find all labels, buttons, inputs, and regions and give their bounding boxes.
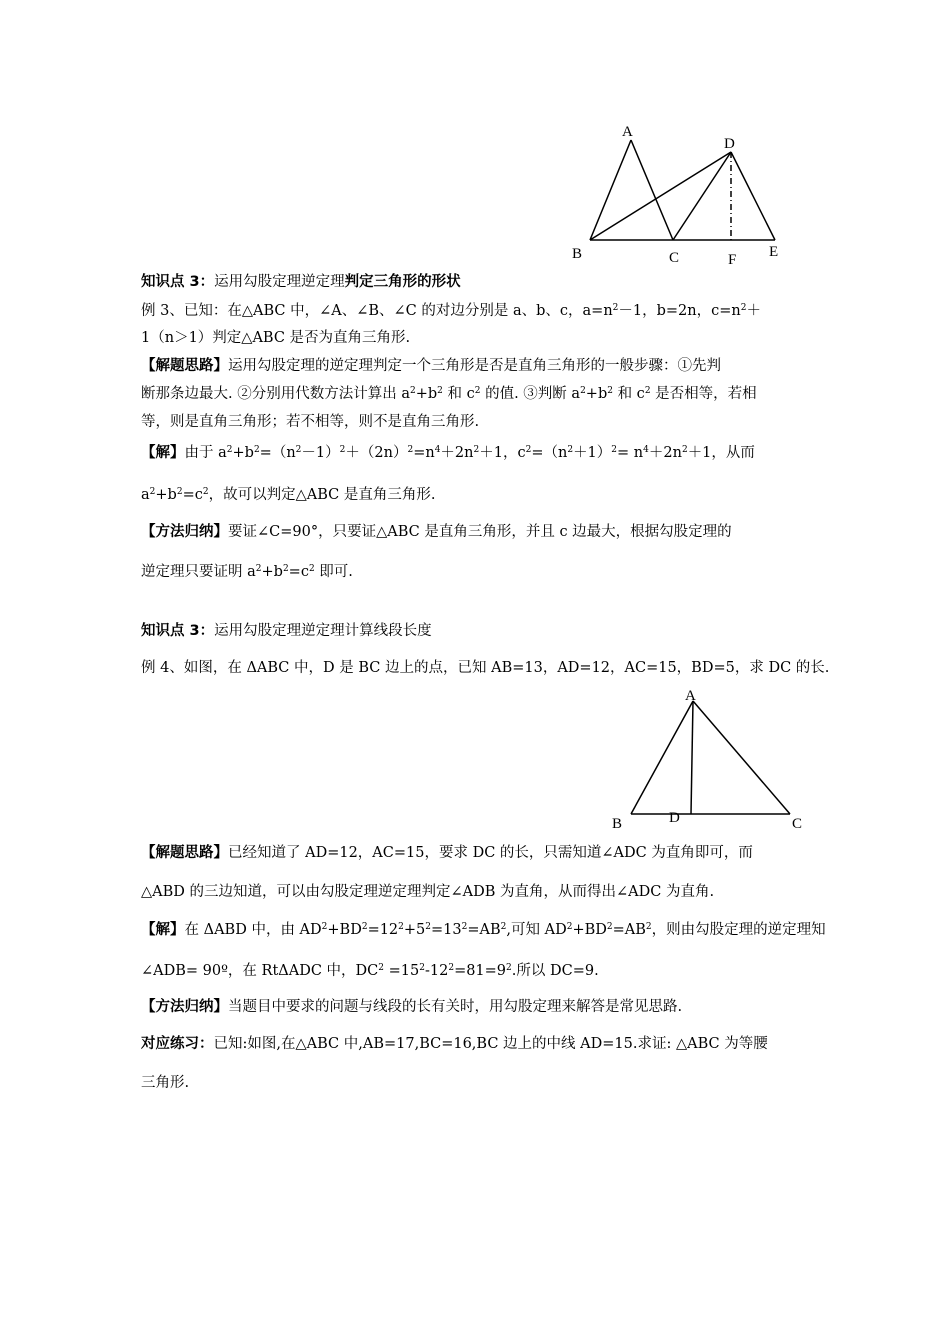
t: 和 c (612, 386, 645, 402)
t: ＋1） (573, 445, 612, 461)
sup: 2 (202, 487, 209, 497)
t: =n (413, 445, 435, 461)
label-d: D (669, 810, 680, 826)
sup: 2 (282, 564, 289, 574)
label-f: F (728, 252, 737, 268)
label-c: C (669, 250, 680, 266)
ex3-idea-line3: 等，则是直角三角形；若不相等，则不是直角三角形. (141, 414, 480, 430)
sup: 2 (308, 564, 315, 574)
sup: 2 (253, 445, 260, 455)
t: －1） (301, 445, 340, 461)
tag-idea: 【解题思路】 (141, 358, 228, 374)
sup: 2 (473, 445, 480, 455)
sup: 2 (339, 445, 346, 455)
t: +b (155, 487, 177, 503)
sup: 2 (500, 922, 507, 932)
ex4-sol-line1 (141, 920, 826, 940)
t: ，故可以判定△ABC 是直角三角形. (208, 487, 436, 503)
ex3-method-line2 (141, 562, 353, 582)
sup: 2 (566, 922, 573, 932)
t: +b (585, 386, 608, 402)
ex3-idea-line1 (141, 356, 721, 376)
tag-sol: 【解】 (141, 922, 185, 938)
sup: 2 (612, 303, 619, 313)
kp3-heading-normal: 运用勾股定理逆定理 (214, 274, 345, 290)
ex3-method-line1 (141, 522, 732, 542)
sup: 2 (409, 386, 416, 396)
sup: 2 (176, 487, 183, 497)
t: 的值. ③判断 a (480, 386, 581, 402)
t: ,可知 AD (506, 922, 567, 938)
sup: 2 (321, 922, 328, 932)
sup: 4 (643, 445, 649, 455)
figure-triangles-abcde (566, 118, 786, 268)
tag-method: 【方法归纳】 (141, 524, 228, 540)
sup: 2 (606, 922, 613, 932)
label-e: E (769, 244, 779, 260)
t: ＋2n (648, 445, 682, 461)
t: -12 (424, 963, 449, 979)
sup: 2 (645, 922, 652, 932)
t: +BD (327, 922, 362, 938)
t: 已知:如图,在△ABC 中,AB=17,BC=16,BC 边上的中线 AD=15.求证: △ABC 为等腰 (213, 1036, 768, 1052)
t: a (141, 487, 150, 503)
t: ＋2n (440, 445, 474, 461)
ex3-sol-line1 (141, 443, 755, 463)
t: = n (617, 445, 644, 461)
sup: 2 (644, 386, 651, 396)
label-c: C (792, 816, 803, 831)
t: +b (261, 564, 283, 580)
ex3-idea-line2 (141, 384, 757, 404)
practice-line1 (141, 1034, 768, 1054)
segment-ab (590, 140, 631, 240)
kp3b-heading-normal: 运用勾股定理逆定理计算线段长度 (214, 623, 432, 639)
segment-ab (631, 701, 693, 814)
tag-sol: 【解】 (141, 445, 185, 461)
segment-bd (590, 152, 731, 240)
t: ，则由勾股定理的逆定理知 (651, 922, 826, 938)
segment-ac (631, 140, 673, 240)
sup: 2 (607, 386, 613, 396)
t: =c (182, 487, 203, 503)
sup: 2 (461, 922, 468, 932)
segment-cd (673, 152, 731, 240)
t: 是否相等，若相 (650, 386, 757, 402)
tag-idea: 【解题思路】 (141, 845, 228, 861)
segment-ad (691, 701, 693, 814)
t: 和 c (442, 386, 475, 402)
ex3-line2: 1（n＞1）判定△ABC 是否为直角三角形. (141, 330, 411, 346)
sup: 2 (255, 564, 262, 574)
t: +BD (572, 922, 607, 938)
ex3-sol-line2 (141, 485, 435, 505)
sup: 2 (740, 303, 747, 313)
sup: 2 (506, 963, 512, 973)
t: +b (415, 386, 438, 402)
t: =12 (367, 922, 399, 938)
kp3-length-heading (141, 621, 432, 641)
t: 当题目中要求的问题与线段的长有关时，用勾股定理来解答是常见思路. (228, 999, 683, 1015)
label-b: B (572, 246, 583, 262)
sup: 2 (149, 487, 156, 497)
ex4-method-line1 (141, 997, 682, 1017)
sup: 2 (567, 445, 574, 455)
t: .所以 DC=9. (511, 963, 599, 979)
ex3-line1 (141, 301, 761, 321)
sup: 2 (437, 386, 443, 396)
t: ＋1，从而 (687, 445, 755, 461)
t: +b (232, 445, 254, 461)
t: =（n (259, 445, 296, 461)
sup: 2 (419, 963, 425, 973)
kp3-heading-bold: 判定三角形的形状 (344, 274, 461, 290)
sup: 2 (580, 386, 586, 396)
kp3-shape-heading (141, 272, 461, 292)
t: 运用勾股定理的逆定理判定一个三角形是否是直角三角形的一般步骤：①先判 (228, 358, 721, 374)
t: +5 (403, 922, 426, 938)
t: ∠ADB= 90º，在 RtΔADC 中，DC (141, 963, 379, 979)
ex4-idea-line2: △ABD 的三边知道，可以由勾股定理逆定理判定∠ADB 为直角，从而得出∠ADC 为直角. (141, 884, 715, 900)
kp3b-prefix: 知识点 3： (141, 623, 215, 639)
t: 已经知道了 AD=12，AC=15，要求 DC 的长，只需知道∠ADC 为直角即可，而 (228, 845, 753, 861)
t: 例 3、已知：在△ABC 中，∠A、∠B、∠C 的对边分别是 a、b、c，a=n (141, 303, 613, 319)
t: ＋（2n） (345, 445, 408, 461)
sup: 2 (378, 963, 385, 973)
t: =13 (431, 922, 462, 938)
t: ＋ (746, 303, 761, 319)
tag-practice: 对应练习： (141, 1036, 214, 1052)
t: 即可. (314, 564, 353, 580)
t: －1，b=2n，c=n (618, 303, 741, 319)
sup: 2 (525, 445, 532, 455)
t: =AB (612, 922, 646, 938)
kp3-prefix: 知识点 3： (141, 274, 215, 290)
label-a: A (622, 124, 633, 140)
ex4-idea-line1 (141, 843, 753, 863)
label-d: D (724, 136, 735, 152)
sup: 2 (425, 922, 432, 932)
t: =（n (531, 445, 568, 461)
ex4-sol-line2 (141, 961, 599, 981)
t: =AB (467, 922, 501, 938)
sup: 2 (226, 445, 233, 455)
t: 断那条边最大. ②分别用代数方法计算出 a (141, 386, 410, 402)
sup: 4 (434, 445, 441, 455)
t: 逆定理只要证明 a (141, 564, 256, 580)
sup: 2 (474, 386, 481, 396)
t: 由于 a (184, 445, 227, 461)
sup: 2 (681, 445, 688, 455)
segment-de (731, 152, 775, 240)
sup: 2 (361, 922, 368, 932)
sup: 2 (407, 445, 414, 455)
practice-line2: 三角形. (141, 1075, 190, 1091)
sup: 2 (448, 963, 455, 973)
t: =c (288, 564, 309, 580)
ex4-line1: 例 4、如图，在 ΔABC 中，D 是 BC 边上的点，已知 AB=13，AD=12，AC=15，BD=5，求 DC 的长. (141, 660, 830, 676)
sup: 2 (398, 922, 404, 932)
figure-triangle-abc-with-d (608, 686, 808, 831)
label-a: A (685, 688, 696, 704)
label-b: B (612, 816, 623, 831)
tag-method: 【方法归纳】 (141, 999, 228, 1015)
t: =81=9 (454, 963, 507, 979)
t: ＋1，c (479, 445, 526, 461)
t: =15 (384, 963, 420, 979)
sup: 2 (295, 445, 302, 455)
sup: 2 (611, 445, 618, 455)
t: 要证∠C=90°，只要证△ABC 是直角三角形，并且 c 边最大，根据勾股定理的 (228, 524, 732, 540)
t: 在 ΔABD 中，由 AD (184, 922, 322, 938)
segment-ac (693, 701, 790, 814)
